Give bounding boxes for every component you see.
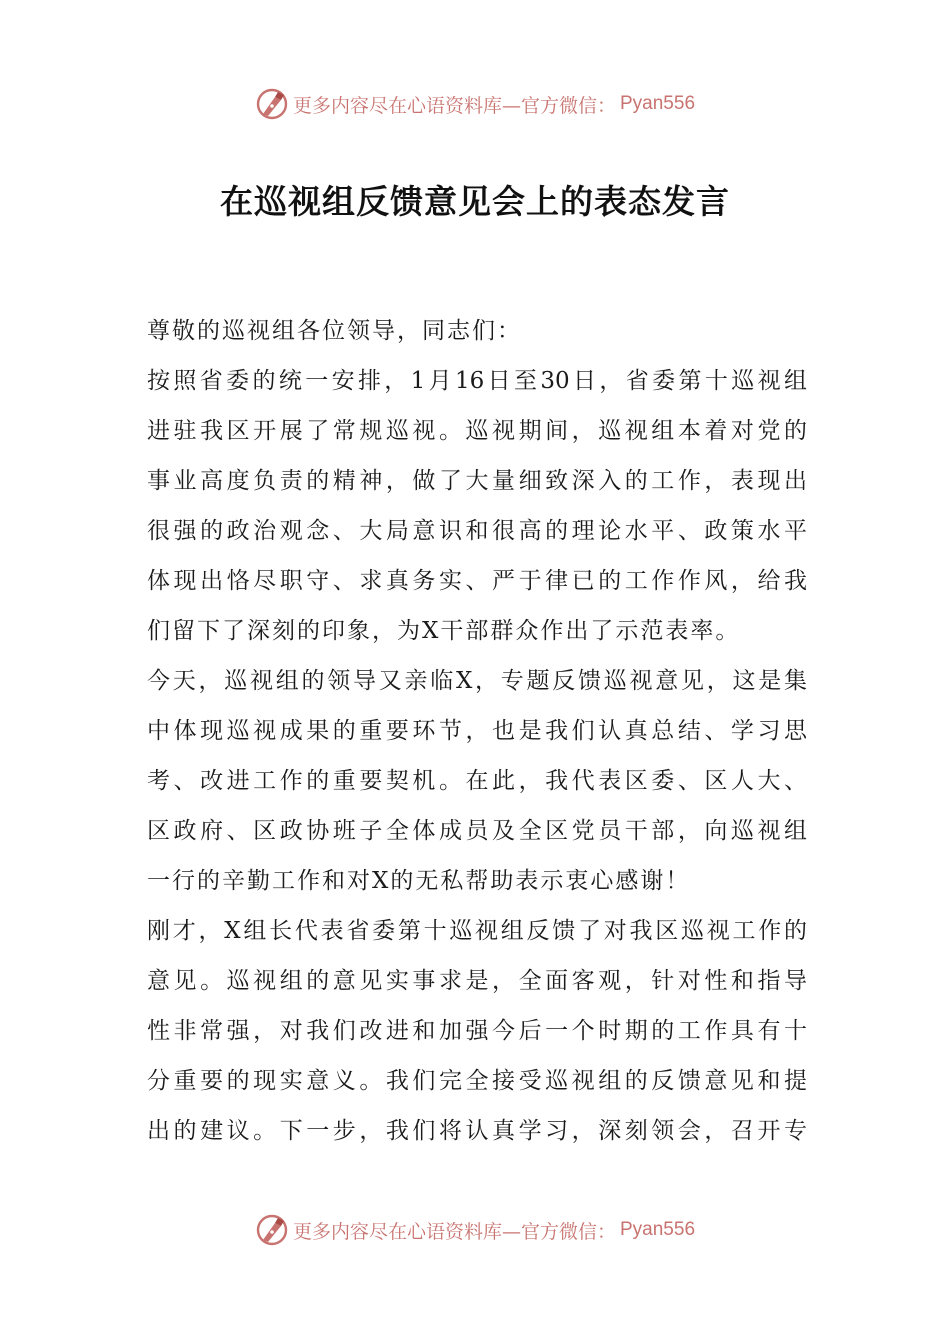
footer-wechat-id: Pyan556 — [620, 1219, 696, 1240]
body-line: 一行的辛勤工作和对X的无私帮助表示衷心感谢！ — [147, 868, 691, 894]
document-body — [147, 306, 807, 1156]
pen-nib-logo-icon — [255, 87, 289, 121]
body-line: 考、改进工作的重要契机。在此，我代表区委、区人大、 — [147, 768, 807, 794]
header-banner — [0, 84, 950, 124]
body-line: 事业高度负责的精神，做了大量细致深入的工作，表现出 — [147, 468, 807, 494]
body-line: 今天，巡视组的领导又亲临X，专题反馈巡视意见，这是集 — [147, 668, 807, 694]
body-line: 们留下了深刻的印象，为X干部群众作出了示范表率。 — [147, 618, 741, 644]
body-line: 很强的政治观念、大局意识和很高的理论水平、政策水平 — [147, 518, 807, 544]
header-wechat-id: Pyan556 — [620, 93, 696, 114]
body-line: 中体现巡视成果的重要环节，也是我们认真总结、学习思 — [147, 718, 807, 744]
pen-nib-logo-icon — [255, 1213, 289, 1247]
header-banner-text: 更多内容尽在心语资料库—官方微信： — [292, 94, 616, 117]
body-line: 尊敬的巡视组各位领导，同志们： — [147, 318, 522, 344]
body-line: 分重要的现实意义。我们完全接受巡视组的反馈意见和提 — [147, 1068, 807, 1094]
body-line: 意见。巡视组的意见实事求是，全面客观，针对性和指导 — [147, 968, 807, 994]
body-line: 刚才，X组长代表省委第十巡视组反馈了对我区巡视工作的 — [147, 918, 807, 944]
body-line: 体现出恪尽职守、求真务实、严于律已的工作作风，给我 — [147, 568, 807, 594]
body-line: 性非常强，对我们改进和加强今后一个时期的工作具有十 — [147, 1018, 807, 1044]
body-line: 按照省委的统一安排，1月16日至30日，省委第十巡视组 — [147, 368, 807, 394]
body-line: 进驻我区开展了常规巡视。巡视期间，巡视组本着对党的 — [147, 418, 807, 444]
footer-banner-text: 更多内容尽在心语资料库—官方微信： — [292, 1220, 616, 1243]
body-line: 出的建议。下一步，我们将认真学习，深刻领会，召开专 — [147, 1118, 807, 1144]
footer-banner — [0, 1210, 950, 1250]
document-title: 在巡视组反馈意见会上的表态发言 — [220, 182, 730, 221]
body-line: 区政府、区政协班子全体成员及全区党员干部，向巡视组 — [147, 818, 807, 844]
